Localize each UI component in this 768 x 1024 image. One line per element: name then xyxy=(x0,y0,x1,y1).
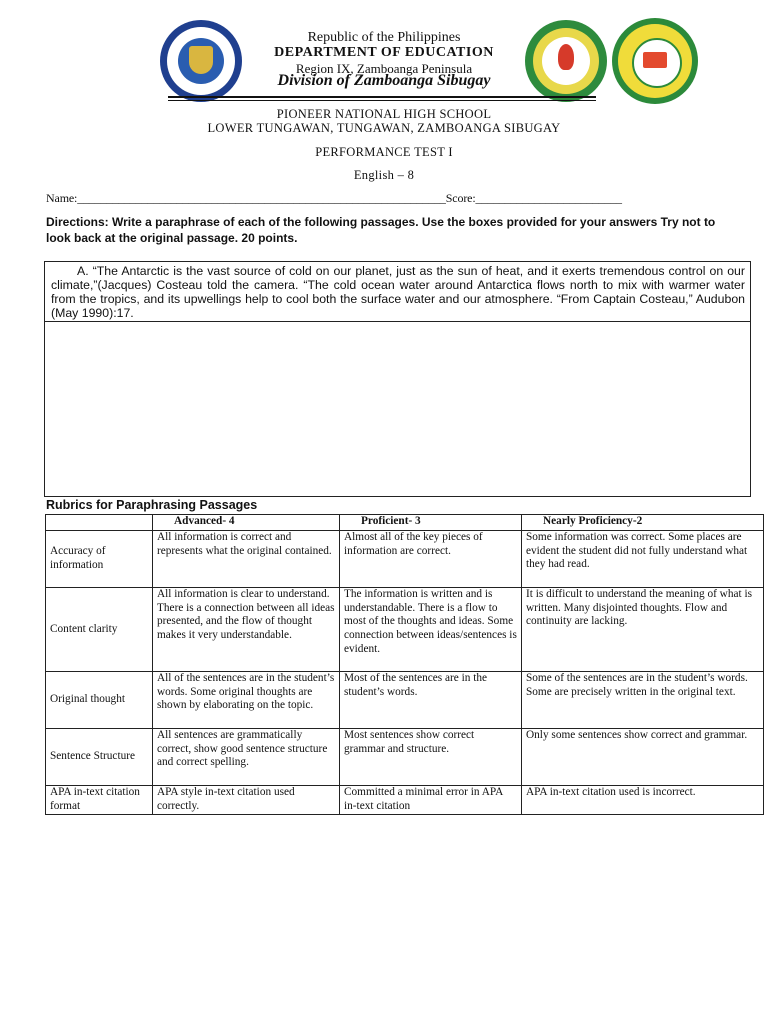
school-name: PIONEER NATIONAL HIGH SCHOOL xyxy=(276,107,492,121)
rubric-table xyxy=(45,514,764,815)
region-heading: Region IX, Zamboanga Peninsula xyxy=(295,61,473,76)
header-rule xyxy=(168,96,596,98)
proficient-cell: The information is written and is understandable. There is a flow to most of the thoughts and ideas. Some connection between ideas/sentences is evident. xyxy=(340,588,522,672)
criterion-cell: Sentence Structure xyxy=(46,729,153,786)
table-row xyxy=(46,786,764,815)
rubric-header-proficient: Proficient- 3 xyxy=(340,515,522,531)
deped-seal-logo xyxy=(160,20,242,102)
proficient-cell: Almost all of the key pieces of information are correct. xyxy=(340,531,522,588)
rubric-title: Rubrics for Paraphrasing Passages xyxy=(46,498,258,512)
rubric-header-nearly: Nearly Proficiency-2 xyxy=(522,515,764,531)
criterion-cell: Content clarity xyxy=(46,588,153,672)
criterion-cell: Original thought xyxy=(46,672,153,729)
header-rule-thin xyxy=(168,100,596,101)
republic-heading: Republic of the Philippines xyxy=(307,30,461,45)
table-row xyxy=(46,588,764,672)
advanced-cell: APA style in-text citation used correctly. xyxy=(153,786,340,815)
advanced-cell: All sentences are grammatically correct, show good sentence structure and correct spelling. xyxy=(153,729,340,786)
advanced-cell: All of the sentences are in the student’s words. Some original thoughts are shown by elaborating on the topic. xyxy=(153,672,340,729)
table-row xyxy=(46,729,764,786)
table-row xyxy=(46,531,764,588)
department-heading: DEPARTMENT OF EDUCATION xyxy=(274,45,494,60)
criterion-cell: APA in-text citation format xyxy=(46,786,153,815)
test-title: PERFORMANCE TEST I xyxy=(315,145,453,159)
school-address: LOWER TUNGAWAN, TUNGAWAN, ZAMBOANGA SIBUGAY xyxy=(207,121,561,135)
passage-box xyxy=(44,261,751,497)
rubric-header-blank xyxy=(46,515,153,531)
answer-area[interactable] xyxy=(45,322,750,496)
table-row xyxy=(46,672,764,729)
nearly-cell: Only some sentences show correct and grammar. xyxy=(522,729,764,786)
directions-text: Directions: Write a paraphrase of each of the following passages. Use the boxes provided for your answers Try not to look back at the original passage. 20 points. xyxy=(46,215,716,245)
nearly-cell: Some information was correct. Some places are evident the student did not fully understand what they had read. xyxy=(522,531,764,588)
nearly-cell: Some of the sentences are in the student’s words. Some are precisely written in the original text. xyxy=(522,672,764,729)
advanced-cell: All information is clear to understand. There is a connection between all ideas presented, and the flow of thought makes it very understandable. xyxy=(153,588,340,672)
criterion-cell: Accuracy of information xyxy=(46,531,153,588)
name-score-line[interactable]: Name:_______________________________________________________________Score:_________________________ xyxy=(46,191,622,205)
rubric-header-row xyxy=(46,515,764,531)
nearly-cell: APA in-text citation used is incorrect. xyxy=(522,786,764,815)
passage-text: A. “The Antarctic is the vast source of cold on our planet, just as the sun of heat, and it exerts tremendous control on our climate,”(Jacques) Costeau told the camera. “The cold ocean water around Antarctica flows north to mix with warmer water from the tropics, and its upwellings help to cool both the surface water and our atmosphere. “From Captain Costeau,” Audubon (May 1990):17. xyxy=(51,264,745,320)
nearly-cell: It is difficult to understand the meaning of what is written. Many disjointed thoughts. Flow and continuity are lacking. xyxy=(522,588,764,672)
division-seal-logo xyxy=(525,20,607,102)
proficient-cell: Most of the sentences are in the student’s words. xyxy=(340,672,522,729)
subject-label: English – 8 xyxy=(353,168,415,182)
rubric-header-advanced: Advanced- 4 xyxy=(153,515,340,531)
division-heading: Division of Zamboanga Sibugay xyxy=(277,72,491,89)
advanced-cell: All information is correct and represents what the original contained. xyxy=(153,531,340,588)
proficient-cell: Most sentences show correct grammar and structure. xyxy=(340,729,522,786)
proficient-cell: Committed a minimal error in APA in-text citation xyxy=(340,786,522,815)
school-seal-logo xyxy=(612,18,698,104)
